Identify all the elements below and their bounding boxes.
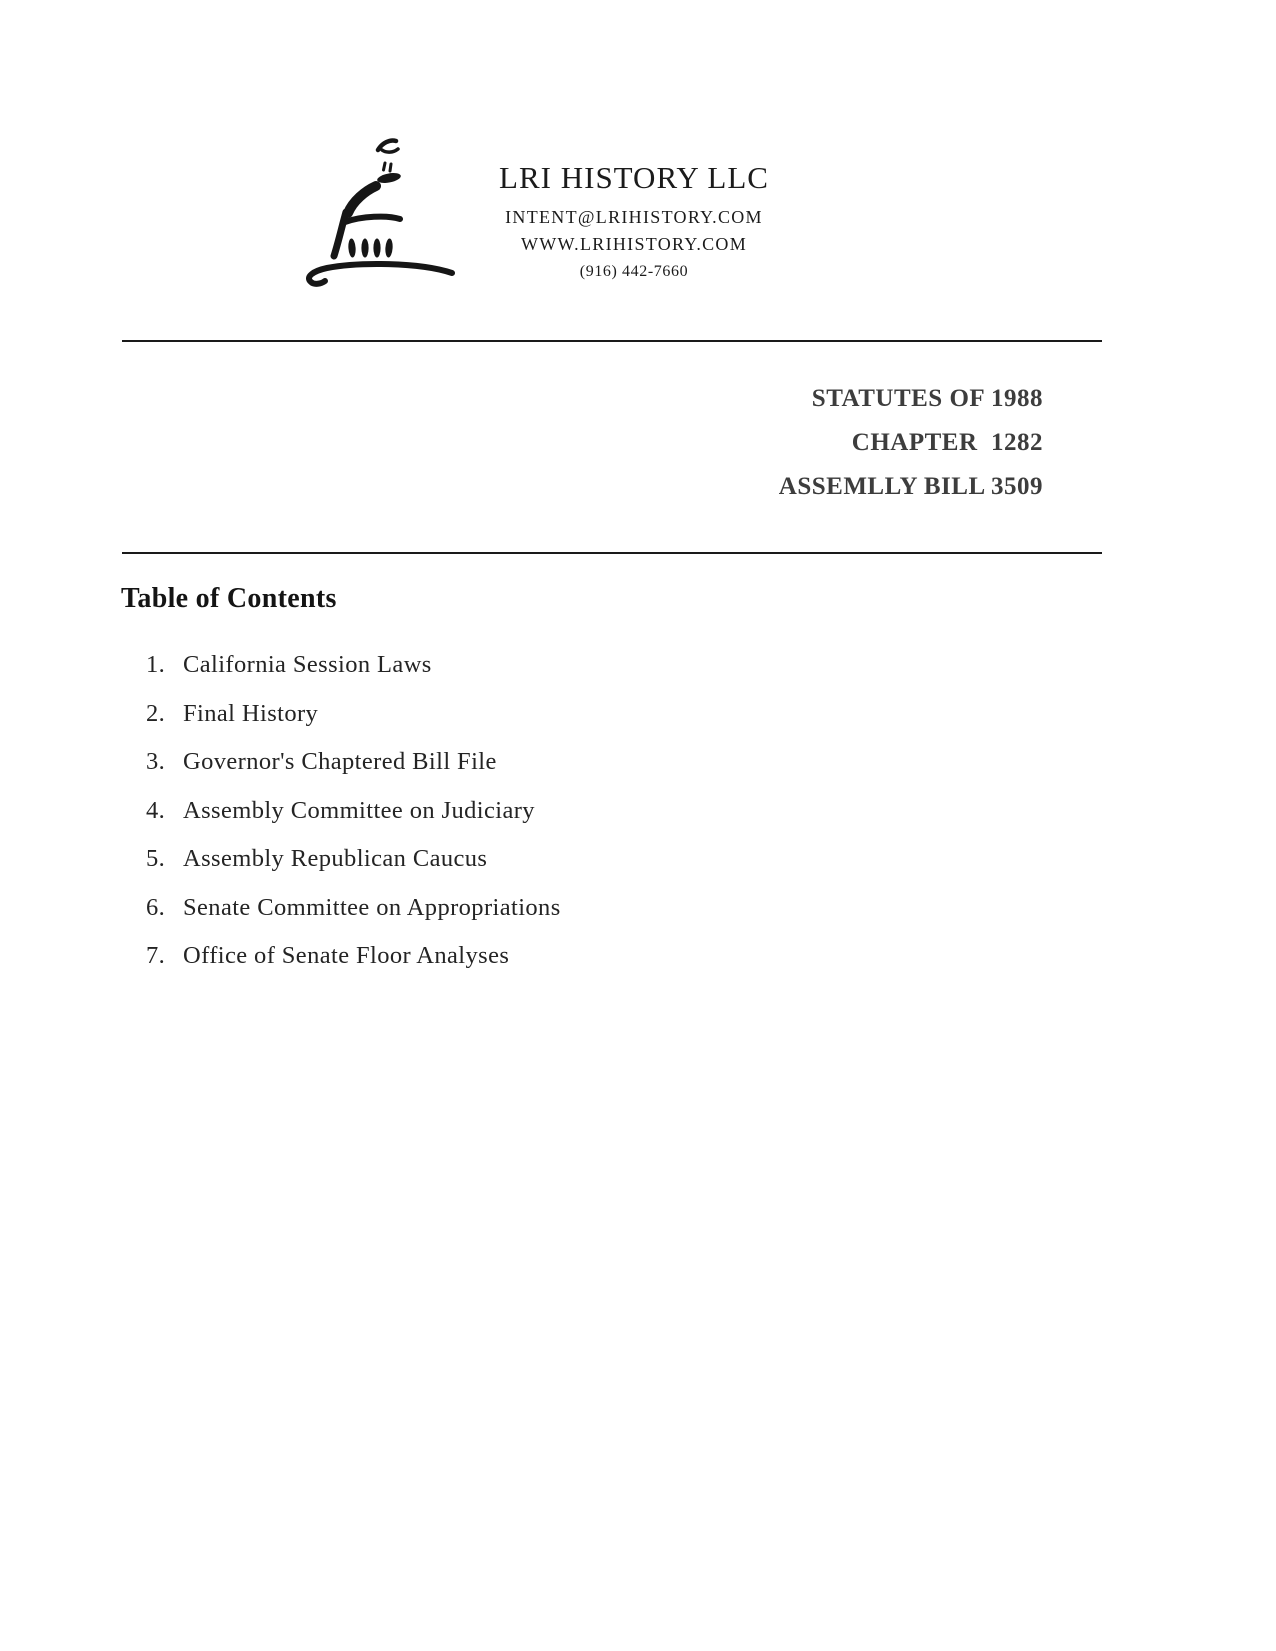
toc-item-label: Office of Senate Floor Analyses	[183, 942, 510, 969]
toc-heading: Table of Contents	[121, 583, 337, 614]
toc-item	[146, 893, 561, 923]
company-name: LRI HISTORY LLC	[499, 160, 769, 195]
company-email: INTENT@LRIHISTORY.COM	[505, 207, 763, 227]
capitol-dome-icon	[296, 120, 458, 298]
letterhead	[440, 158, 828, 285]
toc-item-number: 2.	[146, 699, 166, 727]
divider-bottom	[122, 552, 1102, 554]
toc-item	[146, 747, 561, 777]
toc-item-label: California Session Laws	[183, 651, 432, 678]
assembly-bill-line: ASSEMLLY BILL 3509	[778, 473, 1043, 500]
toc-list	[146, 650, 561, 990]
toc-item-label: Assembly Committee on Judiciary	[183, 796, 535, 824]
toc-item	[146, 699, 561, 729]
bill-title-block	[779, 377, 1043, 509]
company-website: WWW.LRIHISTORY.COM	[520, 234, 748, 254]
toc-item	[146, 650, 561, 680]
toc-item-number: 7.	[146, 942, 166, 969]
toc-item	[146, 796, 561, 826]
divider-top	[122, 340, 1102, 342]
chapter-line: CHAPTER 1282	[851, 429, 1043, 456]
toc-item-label: Governor's Chaptered Bill File	[183, 748, 497, 775]
toc-item-number: 5.	[146, 845, 166, 872]
toc-item-number: 6.	[146, 893, 166, 921]
toc-item-label: Assembly Republican Caucus	[183, 845, 488, 872]
toc-item-label: Senate Committee on Appropriations	[183, 893, 561, 921]
toc-item-label: Final History	[183, 699, 319, 727]
toc-item-number: 4.	[146, 796, 166, 824]
company-phone: (916) 442-7660	[579, 263, 689, 280]
toc-item	[146, 941, 561, 971]
toc-item-number: 3.	[146, 748, 166, 775]
toc-item-number: 1.	[146, 651, 166, 678]
toc-item	[146, 844, 561, 874]
statutes-line: STATUTES OF 1988	[811, 385, 1043, 412]
